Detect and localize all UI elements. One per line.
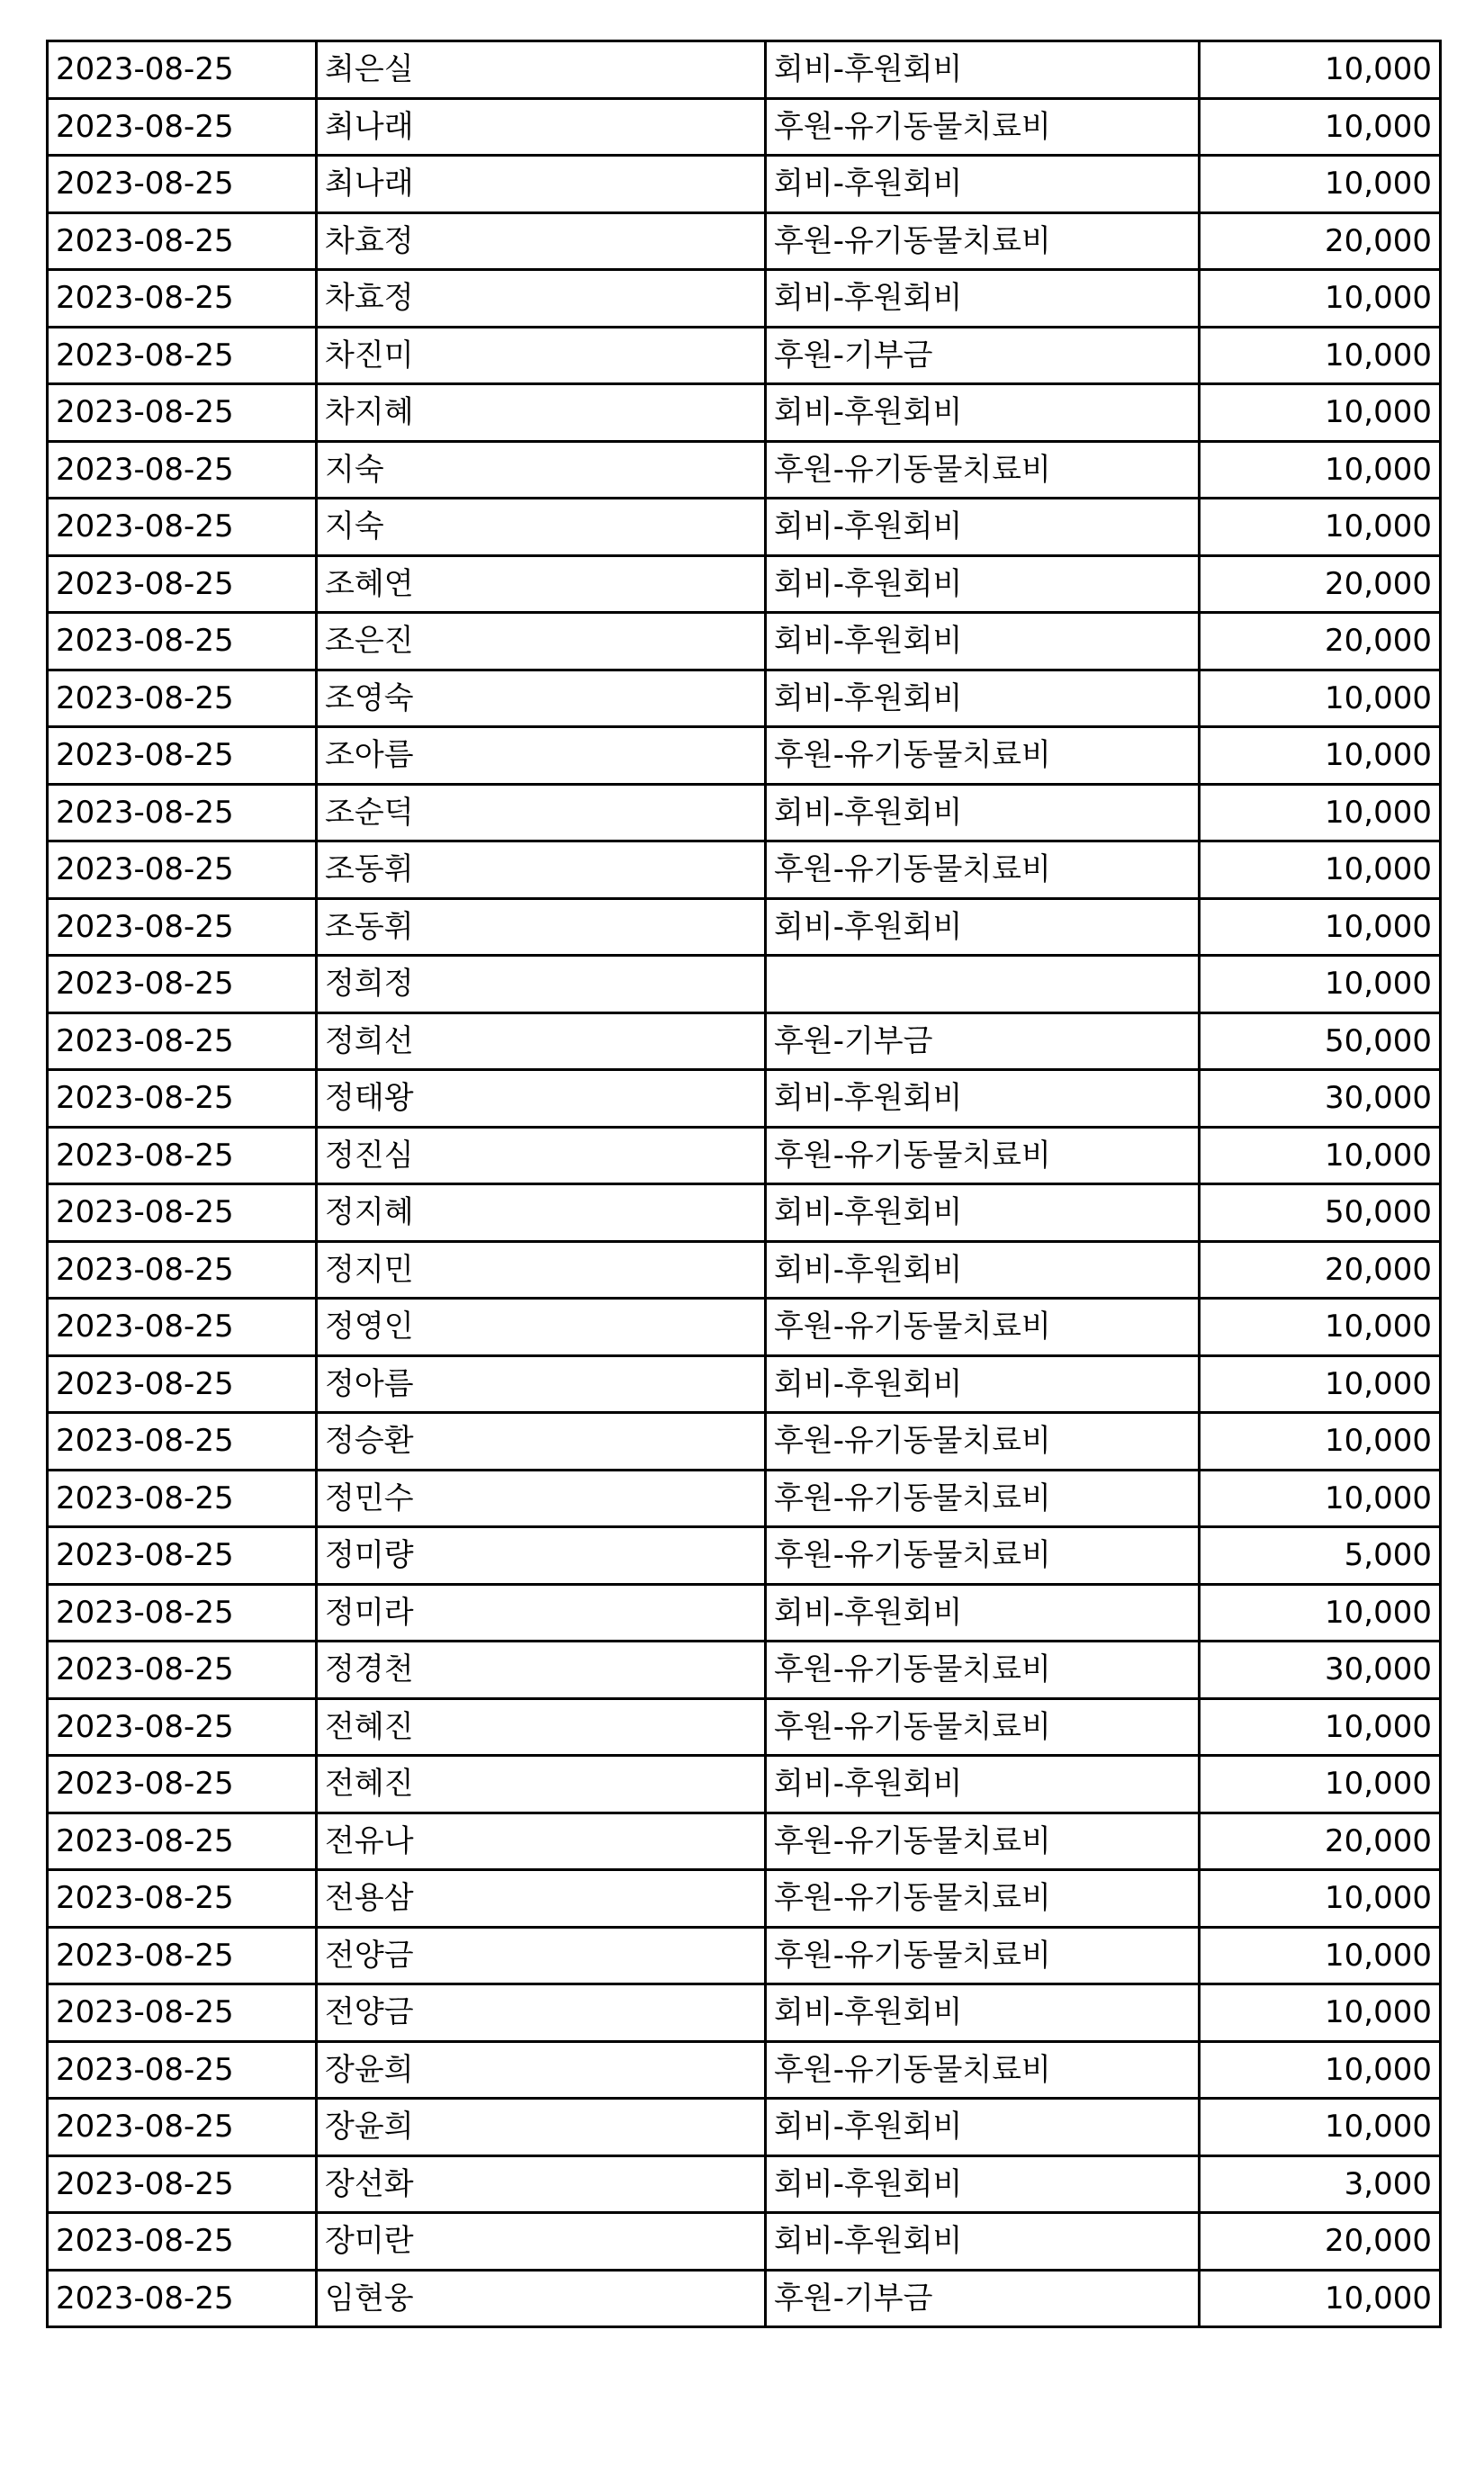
table-row (48, 1527, 1441, 1585)
donor-name-cell: 정경천 (317, 1642, 766, 1699)
donor-name-cell: 장선화 (317, 2155, 766, 2213)
table-row (48, 2155, 1441, 2213)
date-cell: 2023-08-25 (48, 1584, 317, 1642)
donor-name-cell: 정승환 (317, 1413, 766, 1471)
table-row (48, 1470, 1441, 1527)
category-cell: 후원-유기동물치료비 (766, 1642, 1200, 1699)
table-row (48, 1584, 1441, 1642)
date-cell: 2023-08-25 (48, 156, 317, 213)
date-cell: 2023-08-25 (48, 1813, 317, 1870)
amount-cell: 20,000 (1200, 613, 1441, 670)
ledger-body (48, 41, 1441, 2327)
donor-name-cell: 전양금 (317, 1984, 766, 2042)
amount-cell: 10,000 (1200, 956, 1441, 1013)
table-row (48, 1813, 1441, 1870)
donor-name-cell: 조영숙 (317, 670, 766, 727)
date-cell: 2023-08-25 (48, 555, 317, 613)
category-cell: 후원-유기동물치료비 (766, 1698, 1200, 1756)
category-cell: 후원-유기동물치료비 (766, 1299, 1200, 1356)
date-cell: 2023-08-25 (48, 41, 317, 99)
category-cell (766, 956, 1200, 1013)
amount-cell: 10,000 (1200, 156, 1441, 213)
donor-name-cell: 정미량 (317, 1527, 766, 1585)
donor-name-cell: 조은진 (317, 613, 766, 670)
category-cell: 후원-유기동물치료비 (766, 1927, 1200, 1984)
donation-ledger-table (46, 40, 1442, 2328)
amount-cell: 30,000 (1200, 1642, 1441, 1699)
date-cell: 2023-08-25 (48, 2099, 317, 2156)
table-row (48, 1698, 1441, 1756)
table-row (48, 1127, 1441, 1184)
table-row (48, 41, 1441, 99)
donor-name-cell: 정민수 (317, 1470, 766, 1527)
donor-name-cell: 전용삼 (317, 1870, 766, 1928)
donor-name-cell: 지숙 (317, 499, 766, 556)
table-row (48, 555, 1441, 613)
donor-name-cell: 조동휘 (317, 898, 766, 956)
date-cell: 2023-08-25 (48, 384, 317, 442)
amount-cell: 10,000 (1200, 2041, 1441, 2099)
donor-name-cell: 조아름 (317, 727, 766, 785)
donor-name-cell: 정희선 (317, 1012, 766, 1070)
date-cell: 2023-08-25 (48, 1127, 317, 1184)
category-cell: 후원-기부금 (766, 327, 1200, 384)
donor-name-cell: 차지혜 (317, 384, 766, 442)
table-row (48, 613, 1441, 670)
table-row (48, 1299, 1441, 1356)
category-cell: 회비-후원회비 (766, 2099, 1200, 2156)
donor-name-cell: 차효정 (317, 270, 766, 328)
donor-name-cell: 차진미 (317, 327, 766, 384)
category-cell: 후원-유기동물치료비 (766, 1127, 1200, 1184)
table-row (48, 1070, 1441, 1128)
amount-cell: 10,000 (1200, 1698, 1441, 1756)
category-cell: 회비-후원회비 (766, 784, 1200, 841)
amount-cell: 10,000 (1200, 1413, 1441, 1471)
table-row (48, 98, 1441, 156)
amount-cell: 10,000 (1200, 784, 1441, 841)
amount-cell: 10,000 (1200, 1984, 1441, 2042)
donor-name-cell: 장미란 (317, 2213, 766, 2271)
amount-cell: 10,000 (1200, 1355, 1441, 1413)
table-row (48, 327, 1441, 384)
table-row (48, 1870, 1441, 1928)
date-cell: 2023-08-25 (48, 1299, 317, 1356)
amount-cell: 20,000 (1200, 2213, 1441, 2271)
donor-name-cell: 정진심 (317, 1127, 766, 1184)
category-cell: 회비-후원회비 (766, 898, 1200, 956)
date-cell: 2023-08-25 (48, 2041, 317, 2099)
donor-name-cell: 최은실 (317, 41, 766, 99)
amount-cell: 20,000 (1200, 212, 1441, 270)
table-row (48, 841, 1441, 899)
date-cell: 2023-08-25 (48, 1756, 317, 1813)
table-row (48, 2270, 1441, 2327)
date-cell: 2023-08-25 (48, 1698, 317, 1756)
category-cell: 후원-유기동물치료비 (766, 2041, 1200, 2099)
amount-cell: 10,000 (1200, 384, 1441, 442)
category-cell: 회비-후원회비 (766, 555, 1200, 613)
category-cell: 회비-후원회비 (766, 384, 1200, 442)
category-cell: 회비-후원회비 (766, 1241, 1200, 1299)
category-cell: 회비-후원회비 (766, 1984, 1200, 2042)
amount-cell: 3,000 (1200, 2155, 1441, 2213)
donor-name-cell: 정지민 (317, 1241, 766, 1299)
amount-cell: 10,000 (1200, 1470, 1441, 1527)
category-cell: 후원-기부금 (766, 1012, 1200, 1070)
table-row (48, 1756, 1441, 1813)
date-cell: 2023-08-25 (48, 2213, 317, 2271)
amount-cell: 10,000 (1200, 727, 1441, 785)
donor-name-cell: 정영인 (317, 1299, 766, 1356)
date-cell: 2023-08-25 (48, 2270, 317, 2327)
amount-cell: 10,000 (1200, 670, 1441, 727)
category-cell: 회비-후원회비 (766, 1584, 1200, 1642)
amount-cell: 10,000 (1200, 41, 1441, 99)
amount-cell: 10,000 (1200, 1299, 1441, 1356)
category-cell: 회비-후원회비 (766, 270, 1200, 328)
amount-cell: 10,000 (1200, 98, 1441, 156)
date-cell: 2023-08-25 (48, 499, 317, 556)
date-cell: 2023-08-25 (48, 1642, 317, 1699)
date-cell: 2023-08-25 (48, 1527, 317, 1585)
category-cell: 회비-후원회비 (766, 670, 1200, 727)
donor-name-cell: 정지혜 (317, 1184, 766, 1242)
amount-cell: 10,000 (1200, 441, 1441, 499)
category-cell: 회비-후원회비 (766, 1184, 1200, 1242)
table-row (48, 1355, 1441, 1413)
donor-name-cell: 조동휘 (317, 841, 766, 899)
date-cell: 2023-08-25 (48, 956, 317, 1013)
category-cell: 회비-후원회비 (766, 2155, 1200, 2213)
table-row (48, 1927, 1441, 1984)
table-row (48, 2099, 1441, 2156)
amount-cell: 10,000 (1200, 1584, 1441, 1642)
category-cell: 회비-후원회비 (766, 1756, 1200, 1813)
table-row (48, 156, 1441, 213)
table-row (48, 441, 1441, 499)
donor-name-cell: 장윤희 (317, 2041, 766, 2099)
date-cell: 2023-08-25 (48, 212, 317, 270)
donor-name-cell: 정미라 (317, 1584, 766, 1642)
category-cell: 회비-후원회비 (766, 1355, 1200, 1413)
amount-cell: 10,000 (1200, 1870, 1441, 1928)
date-cell: 2023-08-25 (48, 898, 317, 956)
donor-name-cell: 지숙 (317, 441, 766, 499)
date-cell: 2023-08-25 (48, 1870, 317, 1928)
date-cell: 2023-08-25 (48, 613, 317, 670)
category-cell: 회비-후원회비 (766, 499, 1200, 556)
amount-cell: 30,000 (1200, 1070, 1441, 1128)
table-row (48, 1642, 1441, 1699)
category-cell: 후원-유기동물치료비 (766, 841, 1200, 899)
amount-cell: 10,000 (1200, 898, 1441, 956)
table-row (48, 670, 1441, 727)
table-row (48, 1413, 1441, 1471)
category-cell: 회비-후원회비 (766, 613, 1200, 670)
amount-cell: 10,000 (1200, 1127, 1441, 1184)
date-cell: 2023-08-25 (48, 1070, 317, 1128)
donor-name-cell: 전양금 (317, 1927, 766, 1984)
date-cell: 2023-08-25 (48, 1012, 317, 1070)
table-row (48, 784, 1441, 841)
category-cell: 후원-유기동물치료비 (766, 98, 1200, 156)
donor-name-cell: 최나래 (317, 156, 766, 213)
amount-cell: 20,000 (1200, 555, 1441, 613)
category-cell: 회비-후원회비 (766, 156, 1200, 213)
amount-cell: 10,000 (1200, 270, 1441, 328)
date-cell: 2023-08-25 (48, 1241, 317, 1299)
category-cell: 후원-유기동물치료비 (766, 441, 1200, 499)
amount-cell: 5,000 (1200, 1527, 1441, 1585)
donor-name-cell: 조혜연 (317, 555, 766, 613)
table-row (48, 727, 1441, 785)
date-cell: 2023-08-25 (48, 784, 317, 841)
category-cell: 회비-후원회비 (766, 2213, 1200, 2271)
donor-name-cell: 정아름 (317, 1355, 766, 1413)
category-cell: 후원-기부금 (766, 2270, 1200, 2327)
donor-name-cell: 전혜진 (317, 1698, 766, 1756)
date-cell: 2023-08-25 (48, 1470, 317, 1527)
category-cell: 후원-유기동물치료비 (766, 1813, 1200, 1870)
category-cell: 후원-유기동물치료비 (766, 727, 1200, 785)
amount-cell: 20,000 (1200, 1241, 1441, 1299)
category-cell: 후원-유기동물치료비 (766, 1413, 1200, 1471)
table-row (48, 2041, 1441, 2099)
donor-name-cell: 전유나 (317, 1813, 766, 1870)
table-row (48, 384, 1441, 442)
table-row (48, 1012, 1441, 1070)
date-cell: 2023-08-25 (48, 98, 317, 156)
donor-name-cell: 전혜진 (317, 1756, 766, 1813)
table-row (48, 499, 1441, 556)
table-row (48, 956, 1441, 1013)
amount-cell: 10,000 (1200, 1756, 1441, 1813)
date-cell: 2023-08-25 (48, 441, 317, 499)
date-cell: 2023-08-25 (48, 2155, 317, 2213)
date-cell: 2023-08-25 (48, 270, 317, 328)
amount-cell: 10,000 (1200, 841, 1441, 899)
donor-name-cell: 임현웅 (317, 2270, 766, 2327)
category-cell: 회비-후원회비 (766, 1070, 1200, 1128)
donor-name-cell: 정태왕 (317, 1070, 766, 1128)
category-cell: 후원-유기동물치료비 (766, 1470, 1200, 1527)
donor-name-cell: 장윤희 (317, 2099, 766, 2156)
donor-name-cell: 조순덕 (317, 784, 766, 841)
amount-cell: 10,000 (1200, 1927, 1441, 1984)
date-cell: 2023-08-25 (48, 1984, 317, 2042)
donor-name-cell: 최나래 (317, 98, 766, 156)
date-cell: 2023-08-25 (48, 327, 317, 384)
category-cell: 후원-유기동물치료비 (766, 1870, 1200, 1928)
amount-cell: 10,000 (1200, 499, 1441, 556)
date-cell: 2023-08-25 (48, 1184, 317, 1242)
date-cell: 2023-08-25 (48, 1413, 317, 1471)
amount-cell: 10,000 (1200, 2099, 1441, 2156)
category-cell: 회비-후원회비 (766, 41, 1200, 99)
amount-cell: 50,000 (1200, 1012, 1441, 1070)
table-row (48, 1184, 1441, 1242)
category-cell: 후원-유기동물치료비 (766, 212, 1200, 270)
table-row (48, 2213, 1441, 2271)
date-cell: 2023-08-25 (48, 841, 317, 899)
date-cell: 2023-08-25 (48, 670, 317, 727)
amount-cell: 20,000 (1200, 1813, 1441, 1870)
category-cell: 후원-유기동물치료비 (766, 1527, 1200, 1585)
donor-name-cell: 정희정 (317, 956, 766, 1013)
table-row (48, 270, 1441, 328)
amount-cell: 10,000 (1200, 2270, 1441, 2327)
date-cell: 2023-08-25 (48, 1355, 317, 1413)
date-cell: 2023-08-25 (48, 1927, 317, 1984)
table-row (48, 212, 1441, 270)
donor-name-cell: 차효정 (317, 212, 766, 270)
table-row (48, 1241, 1441, 1299)
table-row (48, 898, 1441, 956)
amount-cell: 50,000 (1200, 1184, 1441, 1242)
date-cell: 2023-08-25 (48, 727, 317, 785)
table-row (48, 1984, 1441, 2042)
amount-cell: 10,000 (1200, 327, 1441, 384)
